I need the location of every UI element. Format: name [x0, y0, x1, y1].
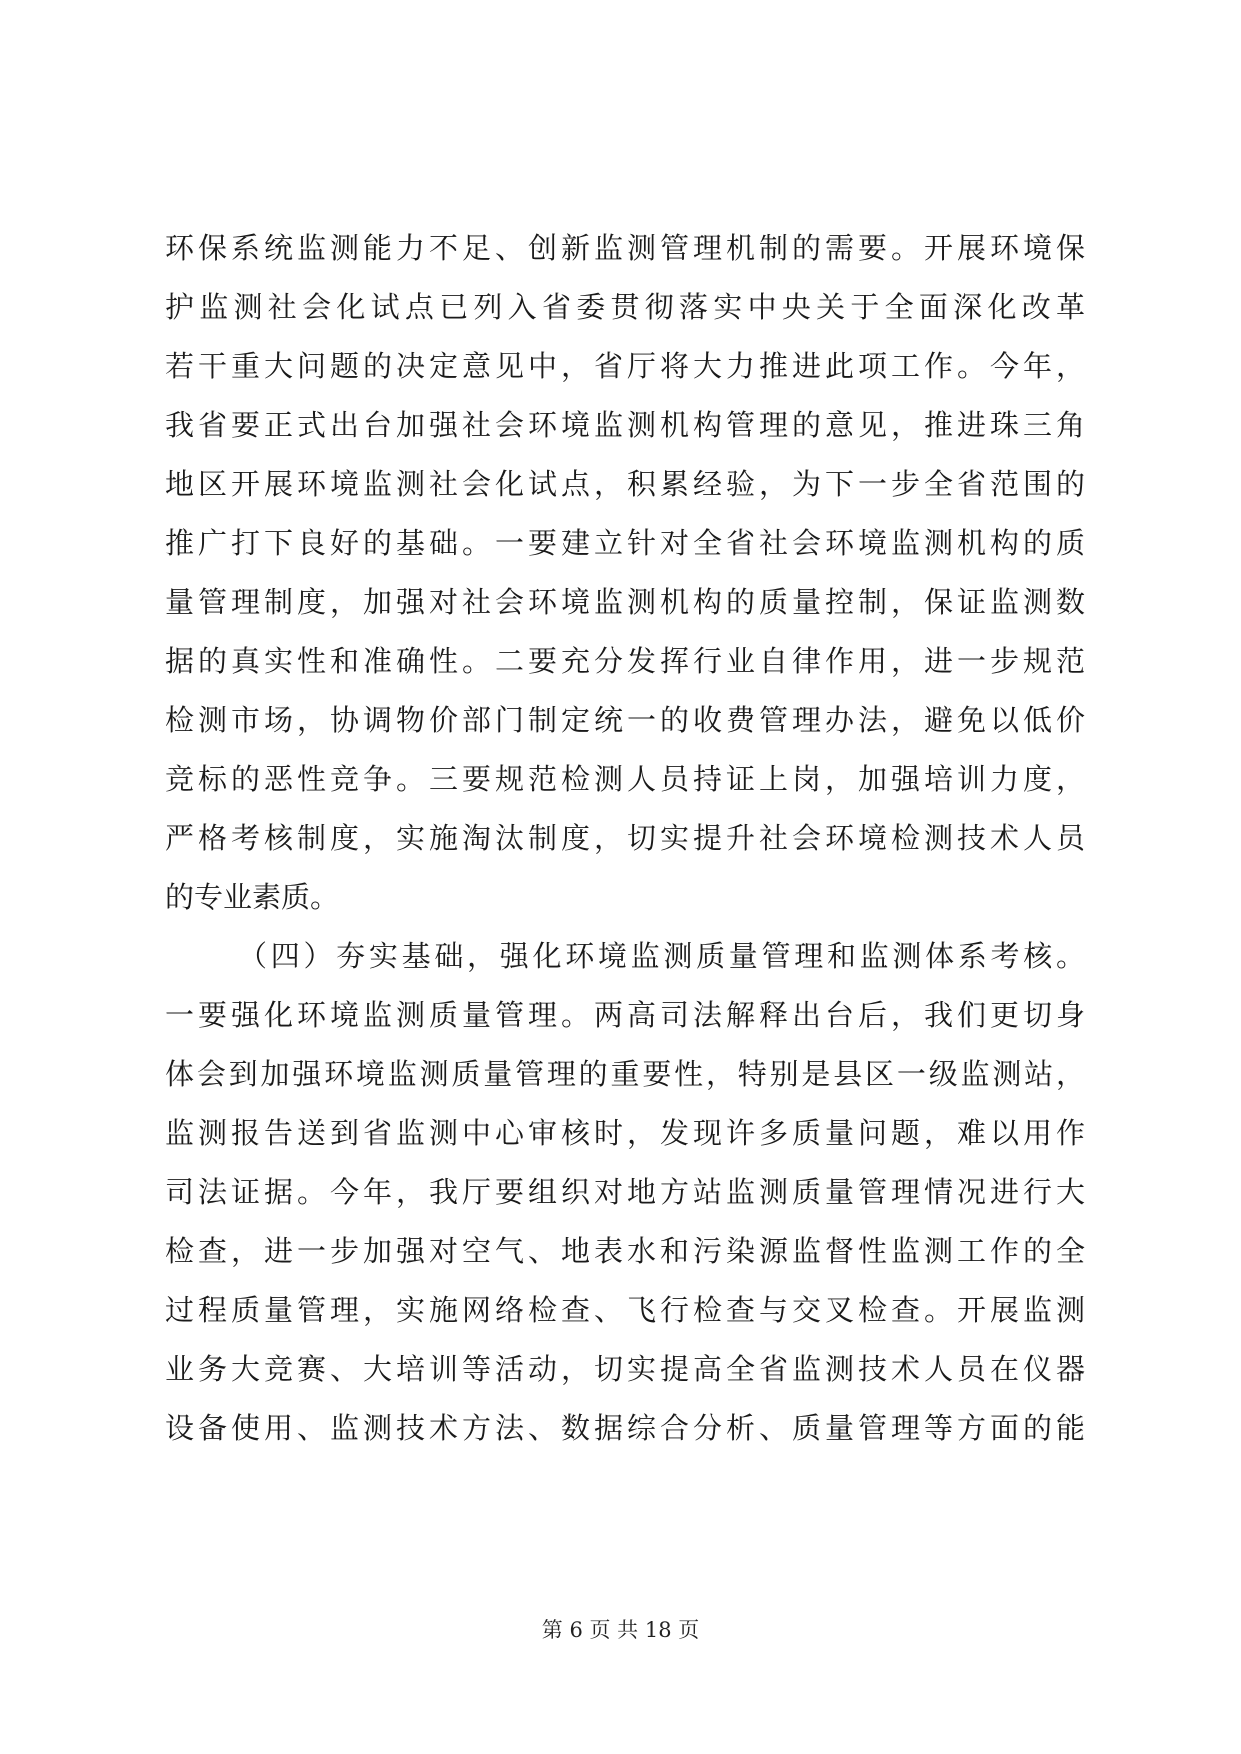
text-line: 据的真实性和准确性。二要充分发挥行业自律作用，进一步规范	[165, 644, 1085, 678]
page-number: 第 6 页 共 18 页	[541, 1618, 700, 1642]
text-line: 护监测社会化试点已列入省委贯彻落实中央关于全面深化改革	[165, 290, 1085, 324]
text-line: 严格考核制度，实施淘汰制度，切实提升社会环境检测技术人员	[165, 821, 1085, 855]
text-line: 过程质量管理，实施网络检查、飞行检查与交叉检查。开展监测	[165, 1293, 1085, 1327]
text-line: 的专业素质。	[165, 880, 340, 914]
text-line: 若干重大问题的决定意见中，省厅将大力推进此项工作。今年，	[165, 349, 1085, 383]
body-text	[165, 219, 1085, 1458]
text-line: 监测报告送到省监测中心审核时，发现许多质量问题，难以用作	[165, 1116, 1085, 1150]
text-line: 我省要正式出台加强社会环境监测机构管理的意见，推进珠三角	[165, 408, 1085, 442]
text-line: 司法证据。今年，我厅要组织对地方站监测质量管理情况进行大	[165, 1175, 1085, 1209]
text-line: 检测市场，协调物价部门制定统一的收费管理办法，避免以低价	[165, 703, 1085, 737]
text-line: 推广打下良好的基础。一要建立针对全省社会环境监测机构的质	[165, 526, 1085, 560]
text-line: 一要强化环境监测质量管理。两高司法解释出台后，我们更切身	[165, 998, 1085, 1032]
text-line: 地区开展环境监测社会化试点，积累经验，为下一步全省范围的	[165, 467, 1085, 501]
text-line: 量管理制度，加强对社会环境监测机构的质量控制，保证监测数	[165, 585, 1085, 619]
text-line: 业务大竞赛、大培训等活动，切实提高全省监测技术人员在仪器	[165, 1352, 1085, 1386]
text-line: 体会到加强环境监测质量管理的重要性，特别是县区一级监测站，	[165, 1057, 1085, 1091]
page-footer	[0, 1615, 1241, 1645]
text-line: 检查，进一步加强对空气、地表水和污染源监督性监测工作的全	[165, 1234, 1085, 1268]
text-line: 环保系统监测能力不足、创新监测管理机制的需要。开展环境保	[165, 231, 1085, 265]
text-line: 竞标的恶性竞争。三要规范检测人员持证上岗，加强培训力度，	[165, 762, 1085, 796]
section-heading-line: （四）夯实基础，强化环境监测质量管理和监测体系考核。	[238, 939, 1085, 973]
text-line: 设备使用、监测技术方法、数据综合分析、质量管理等方面的能	[165, 1411, 1085, 1445]
